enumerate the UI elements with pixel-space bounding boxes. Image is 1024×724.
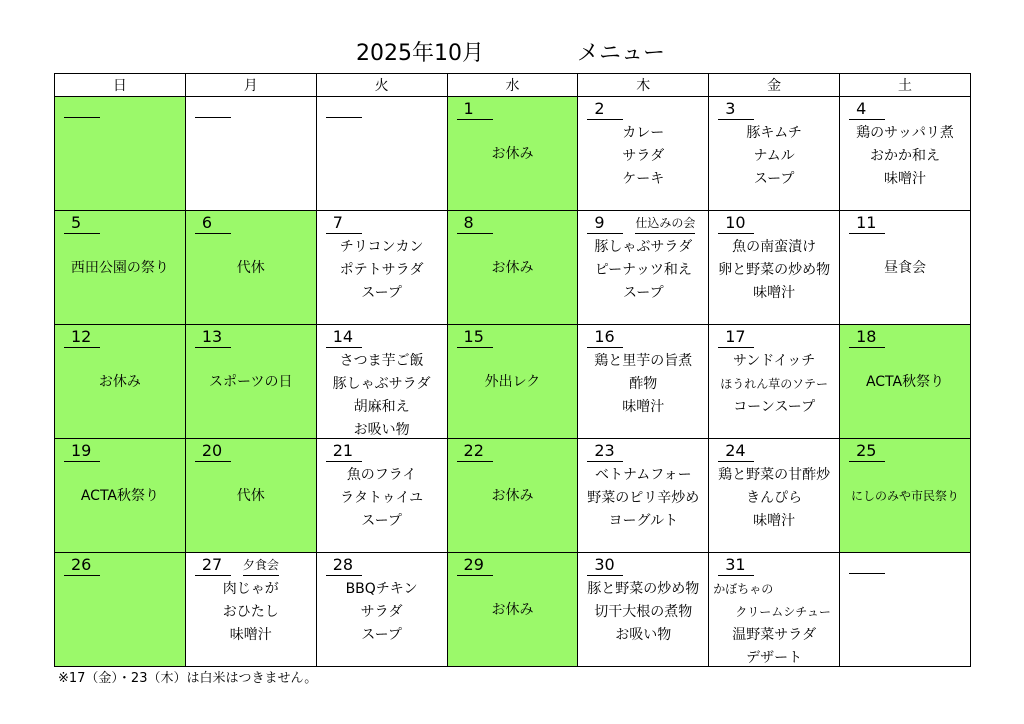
- menu-item: 味噌汁: [229, 627, 272, 643]
- weekday-fri: 金: [709, 74, 840, 97]
- menu-item: 卵と野菜の炒め物: [718, 262, 831, 278]
- day-event-label: お休み: [491, 488, 534, 504]
- menu-item: ポテトサラダ: [339, 262, 424, 278]
- weekday-thu: 木: [578, 74, 709, 97]
- menu-item: 味噌汁: [753, 285, 796, 301]
- blank-day-line: [64, 117, 100, 118]
- menu-item: お吸い物: [615, 627, 672, 643]
- menu-item: 酢物: [629, 376, 658, 392]
- menu-item: カレー: [622, 125, 665, 141]
- menu-item: サラダ: [360, 604, 403, 620]
- day-event-label: 昼食会: [884, 260, 927, 276]
- weekday-mon: 月: [185, 74, 316, 97]
- day-number: 12: [64, 327, 100, 348]
- day-number: 2: [587, 99, 623, 120]
- day-event-label: ACTA秋祭り: [80, 488, 159, 504]
- menu-item: デザート: [746, 650, 803, 666]
- title-month: 2025年10月: [356, 41, 484, 66]
- menu-item: スープ: [361, 627, 402, 643]
- day-event-label: お休み: [491, 260, 534, 276]
- menu-item: サラダ: [622, 148, 665, 164]
- calendar-day-cell: [709, 439, 840, 553]
- menu-item: スープ: [361, 285, 402, 301]
- menu-item: 味噌汁: [753, 513, 796, 529]
- calendar-day-cell: [709, 325, 840, 439]
- day-number: 29: [457, 555, 493, 576]
- day-event-note: 夕食会: [243, 555, 279, 576]
- menu-items: [578, 122, 708, 191]
- menu-item: ナムル: [753, 148, 795, 164]
- calendar-day-cell: [447, 211, 578, 325]
- calendar-title: [0, 36, 1024, 68]
- menu-item: 魚の南蛮漬け: [732, 239, 817, 255]
- calendar-week-row: [55, 211, 971, 325]
- calendar-day-cell: [709, 211, 840, 325]
- menu-item: 肉じゃが: [222, 581, 279, 597]
- calendar-day-cell: [840, 97, 971, 211]
- menu-item: 味噌汁: [884, 171, 927, 187]
- day-number: 26: [64, 555, 100, 576]
- day-event-label: お休み: [491, 602, 534, 618]
- day-number: 27: [195, 555, 231, 576]
- day-event-label: 代休: [236, 260, 265, 276]
- calendar-day-cell: [840, 325, 971, 439]
- day-number: 18: [849, 327, 885, 348]
- calendar-day-cell: [185, 97, 316, 211]
- menu-item: ピーナッツ和え: [594, 262, 692, 278]
- calendar-day-cell: [447, 439, 578, 553]
- calendar-day-cell: [185, 439, 316, 553]
- calendar-day-cell: [316, 325, 447, 439]
- menu-item: 魚のフライ: [346, 467, 417, 483]
- calendar-day-cell: [578, 97, 709, 211]
- calendar-day-cell: [840, 211, 971, 325]
- menu-items: [578, 464, 708, 533]
- day-number: 21: [326, 441, 362, 462]
- calendar-day-cell: [55, 553, 186, 667]
- day-event-label: お休み: [98, 374, 141, 390]
- day-event-label: ACTA秋祭り: [865, 374, 945, 390]
- day-number: 5: [64, 213, 100, 234]
- footnote: ※17（金）・23（木）は白米はつきません。: [58, 671, 318, 686]
- blank-day-line: [326, 117, 362, 118]
- day-number: 15: [457, 327, 493, 348]
- day-number: 1: [457, 99, 493, 120]
- title-menu: メニュー: [577, 41, 666, 66]
- menu-item: 豚しゃぶサラダ: [594, 239, 693, 255]
- calendar-day-cell: [578, 439, 709, 553]
- menu-items: [709, 578, 839, 667]
- menu-item: 豚と野菜の炒め物: [587, 581, 700, 597]
- menu-item: クリームシチュー: [735, 605, 831, 619]
- menu-items: [317, 236, 447, 305]
- calendar-day-cell: [55, 97, 186, 211]
- calendar-day-cell: [578, 211, 709, 325]
- calendar-day-cell: [316, 439, 447, 553]
- menu-items: [317, 578, 447, 647]
- menu-item: コーンスープ: [733, 399, 816, 415]
- day-number: 10: [718, 213, 754, 234]
- day-number: 6: [195, 213, 231, 234]
- blank-day-line: [849, 573, 885, 574]
- day-number: 16: [587, 327, 623, 348]
- menu-item: ヨーグルト: [608, 513, 679, 529]
- menu-items: [709, 236, 839, 305]
- menu-item: BBQチキン: [345, 581, 418, 597]
- calendar-day-cell: [185, 325, 316, 439]
- menu-item: 豚キムチ: [746, 125, 802, 141]
- day-event-label: にしのみや市民祭り: [851, 489, 960, 503]
- calendar-day-cell: [185, 211, 316, 325]
- day-number: 17: [718, 327, 754, 348]
- weekday-header-row: [55, 74, 971, 97]
- day-event-label: 外出レク: [484, 374, 541, 390]
- calendar-day-cell: [316, 97, 447, 211]
- menu-item: 切干大根の煮物: [594, 604, 693, 620]
- day-number: 23: [587, 441, 623, 462]
- day-event-label: お休み: [491, 146, 534, 162]
- weekday-sat: 土: [840, 74, 971, 97]
- menu-item: さつま芋ご飯: [339, 353, 424, 369]
- menu-item: おかか和え: [870, 148, 941, 164]
- day-number: 30: [587, 555, 623, 576]
- menu-item: ベトナムフォー: [594, 467, 692, 483]
- menu-items: [840, 122, 970, 191]
- day-number: 22: [457, 441, 493, 462]
- day-number: 20: [195, 441, 231, 462]
- menu-items: [186, 578, 316, 647]
- day-number: 13: [195, 327, 231, 348]
- calendar-week-row: [55, 97, 971, 211]
- calendar-day-cell: [447, 553, 578, 667]
- menu-item: 味噌汁: [622, 399, 665, 415]
- day-number: 14: [326, 327, 362, 348]
- calendar-day-cell: [55, 211, 186, 325]
- day-number: 4: [849, 99, 885, 120]
- menu-item: お吸い物: [353, 422, 410, 438]
- menu-items: [578, 578, 708, 647]
- menu-item: 鶏のサッパリ煮: [856, 125, 954, 141]
- weekday-wed: 水: [447, 74, 578, 97]
- menu-item: かぼちゃの: [713, 582, 774, 596]
- menu-item: きんぴら: [746, 490, 803, 506]
- day-number: 25: [849, 441, 885, 462]
- calendar-day-cell: [55, 439, 186, 553]
- menu-item: スープ: [753, 171, 795, 187]
- calendar-day-cell: [185, 553, 316, 667]
- menu-item: 胡麻和え: [353, 399, 410, 415]
- menu-item: ケーキ: [622, 171, 665, 187]
- day-number: 19: [64, 441, 100, 462]
- menu-item: チリコンカン: [339, 239, 424, 255]
- menu-items: [578, 350, 708, 419]
- menu-item: 豚しゃぶサラダ: [332, 376, 431, 392]
- weekday-tue: 火: [316, 74, 447, 97]
- day-number: 28: [326, 555, 362, 576]
- day-number: 31: [718, 555, 754, 576]
- menu-item: 鶏と野菜の甘酢炒: [718, 467, 831, 483]
- day-event-label: スポーツの日: [209, 374, 293, 390]
- day-event-label: 西田公園の祭り: [70, 260, 169, 276]
- menu-items: [709, 350, 839, 419]
- day-number: 7: [326, 213, 362, 234]
- day-number: 3: [718, 99, 754, 120]
- calendar-day-cell: [316, 211, 447, 325]
- calendar-day-cell: [840, 553, 971, 667]
- day-number: 24: [718, 441, 754, 462]
- weekday-sun: 日: [55, 74, 186, 97]
- menu-item: スープ: [361, 513, 402, 529]
- menu-items: [578, 236, 708, 305]
- calendar-week-row: [55, 553, 971, 667]
- menu-item: スープ: [622, 285, 664, 301]
- calendar-body: [55, 97, 971, 667]
- calendar-day-cell: [55, 325, 186, 439]
- menu-item: 鶏と里芋の旨煮: [594, 353, 693, 369]
- menu-item: 温野菜サラダ: [732, 627, 817, 643]
- day-event-note: 仕込みの会: [635, 213, 695, 234]
- day-number: 8: [457, 213, 493, 234]
- menu-item: おひたし: [222, 604, 279, 620]
- calendar-day-cell: [709, 553, 840, 667]
- calendar-day-cell: [578, 325, 709, 439]
- menu-items: [709, 122, 839, 191]
- calendar-week-row: [55, 439, 971, 553]
- menu-item: ラタトゥイユ: [340, 490, 424, 506]
- day-number: 9: [587, 213, 623, 234]
- calendar-day-cell: [316, 553, 447, 667]
- menu-items: [709, 464, 839, 533]
- day-event-label: 代休: [236, 488, 265, 504]
- menu-item: ほうれん草のソテー: [720, 377, 829, 391]
- calendar-day-cell: [447, 97, 578, 211]
- calendar-day-cell: [578, 553, 709, 667]
- menu-item: 野菜のピリ辛炒め: [587, 490, 700, 506]
- calendar-day-cell: [840, 439, 971, 553]
- calendar-day-cell: [447, 325, 578, 439]
- menu-calendar: [54, 73, 971, 667]
- menu-item: サンドイッチ: [732, 353, 816, 369]
- menu-items: [317, 350, 447, 439]
- blank-day-line: [195, 117, 231, 118]
- calendar-week-row: [55, 325, 971, 439]
- day-number: 11: [849, 213, 885, 234]
- calendar-day-cell: [709, 97, 840, 211]
- menu-items: [317, 464, 447, 533]
